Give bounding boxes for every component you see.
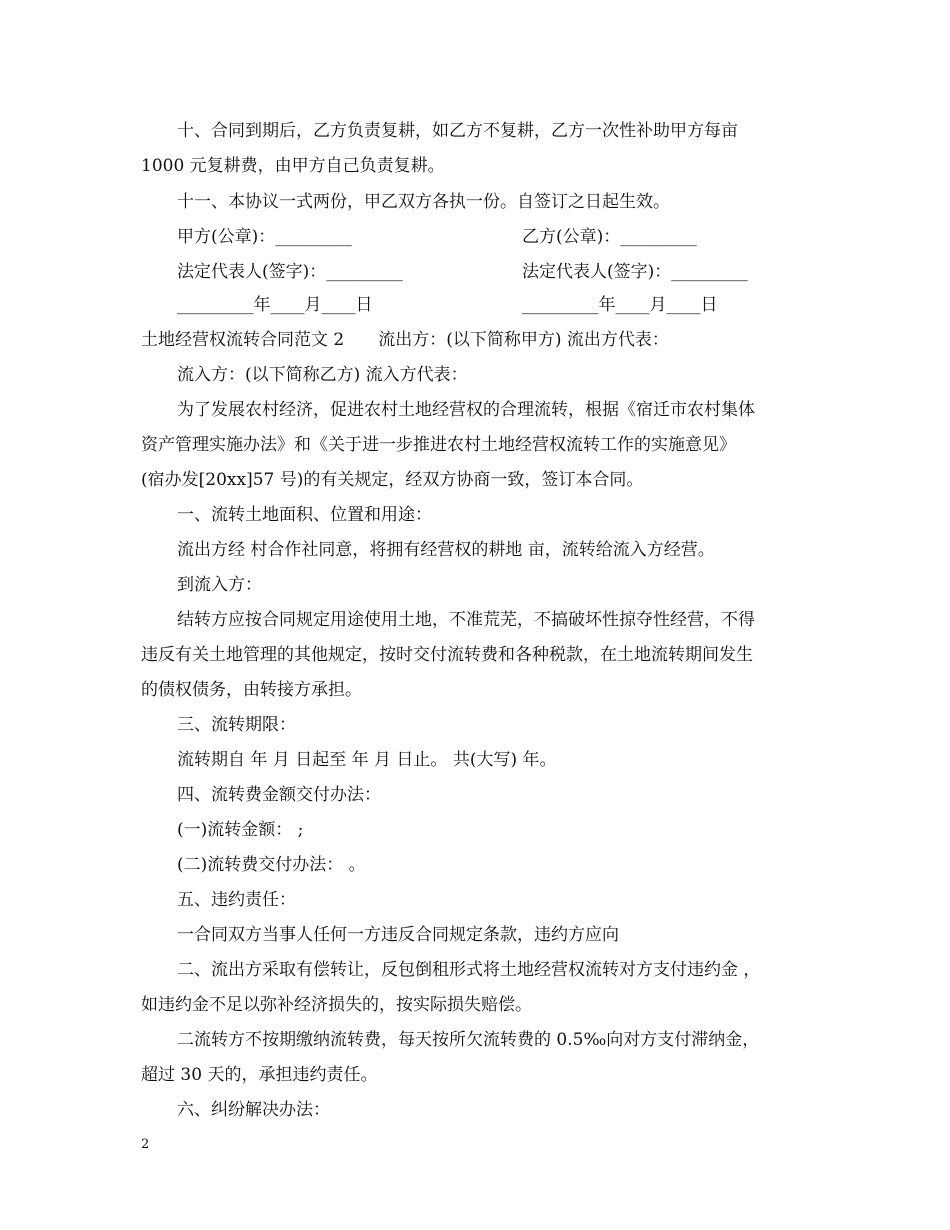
section-title-line: 土地经营权流转合同范文 2 流出方：(以下简称甲方) 流出方代表： (141, 330, 669, 350)
paragraph-line: 如违约金不足以弥补经济损失的，按实际损失赔偿。 (141, 995, 532, 1015)
paragraph-line: 到流入方： (177, 575, 262, 595)
clause-heading: 四、流转费金额交付办法： (177, 785, 381, 805)
clause-heading: 一、流转土地面积、位置和用途： (177, 505, 432, 525)
paragraph-line: 结转方应按合同规定用途使用土地，不准荒芜，不搞破坏性掠夺性经营，不得 (177, 610, 755, 630)
paragraph-line: 二流转方不按期缴纳流转费，每天按所欠流转费的 0.5‰向对方支付滞纳金， (177, 1030, 760, 1050)
clause-heading: 五、违约责任： (177, 890, 296, 910)
signature-party-b-seal: 乙方(公章)：_________ (522, 227, 697, 247)
signature-party-a-date: _________年____月____日 (177, 295, 373, 315)
page-number: 2 (141, 1137, 150, 1152)
paragraph-line: 流出方经 村合作社同意，将拥有经营权的耕地 亩，流转给流入方经营。 (177, 540, 715, 560)
paragraph-line: 流入方：(以下简称乙方) 流入方代表： (177, 365, 468, 385)
paragraph-line: (一)流转金额： ; (177, 820, 304, 840)
clause-heading: 三、流转期限： (177, 715, 296, 735)
paragraph-line: 资产管理实施办法》和《关于进一步推进农村土地经营权流转工作的实施意见》 (141, 435, 736, 455)
signature-party-a-rep: 法定代表人(签字)：_________ (177, 262, 403, 282)
paragraph-line: (二)流转费交付办法： 。 (177, 855, 366, 875)
paragraph-line: 超过 30 天的，承担违约责任。 (141, 1065, 378, 1085)
clause-heading: 六、纠纷解决办法： (177, 1100, 330, 1120)
paragraph-line: 十、合同到期后，乙方负责复耕，如乙方不复耕，乙方一次性补助甲方每亩 (177, 121, 738, 141)
paragraph-line: 十一、本协议一式两份，甲乙双方各执一份。自签订之日起生效。 (177, 192, 670, 212)
paragraph-line: 流转期自 年 月 日起至 年 月 日止。 共(大写) 年。 (177, 750, 557, 770)
signature-party-a-seal: 甲方(公章)：_________ (177, 227, 352, 247)
signature-party-b-rep: 法定代表人(签字)：_________ (522, 262, 748, 282)
paragraph-line: 二、流出方采取有偿转让，反包倒租形式将土地经营权流转对方支付违约金 ， (177, 960, 761, 980)
paragraph-line: 一合同双方当事人任何一方违反合同规定条款，违约方应向 (177, 925, 619, 945)
paragraph-line: 为了发展农村经济，促进农村土地经营权的合理流转，根据《宿迁市农村集体 (177, 400, 755, 420)
paragraph-line: 1000 元复耕费，由甲方自己负责复耕。 (141, 156, 445, 176)
paragraph-line: (宿办发[20xx]57 号)的有关规定，经双方协商一致，签订本合同。 (141, 470, 644, 490)
signature-party-b-date: _________年____月____日 (522, 295, 718, 315)
paragraph-line: 违反有关土地管理的其他规定，按时交付流转费和各种税款，在土地流转期间发生 (141, 645, 753, 665)
paragraph-line: 的债权债务，由转接方承担。 (141, 680, 362, 700)
